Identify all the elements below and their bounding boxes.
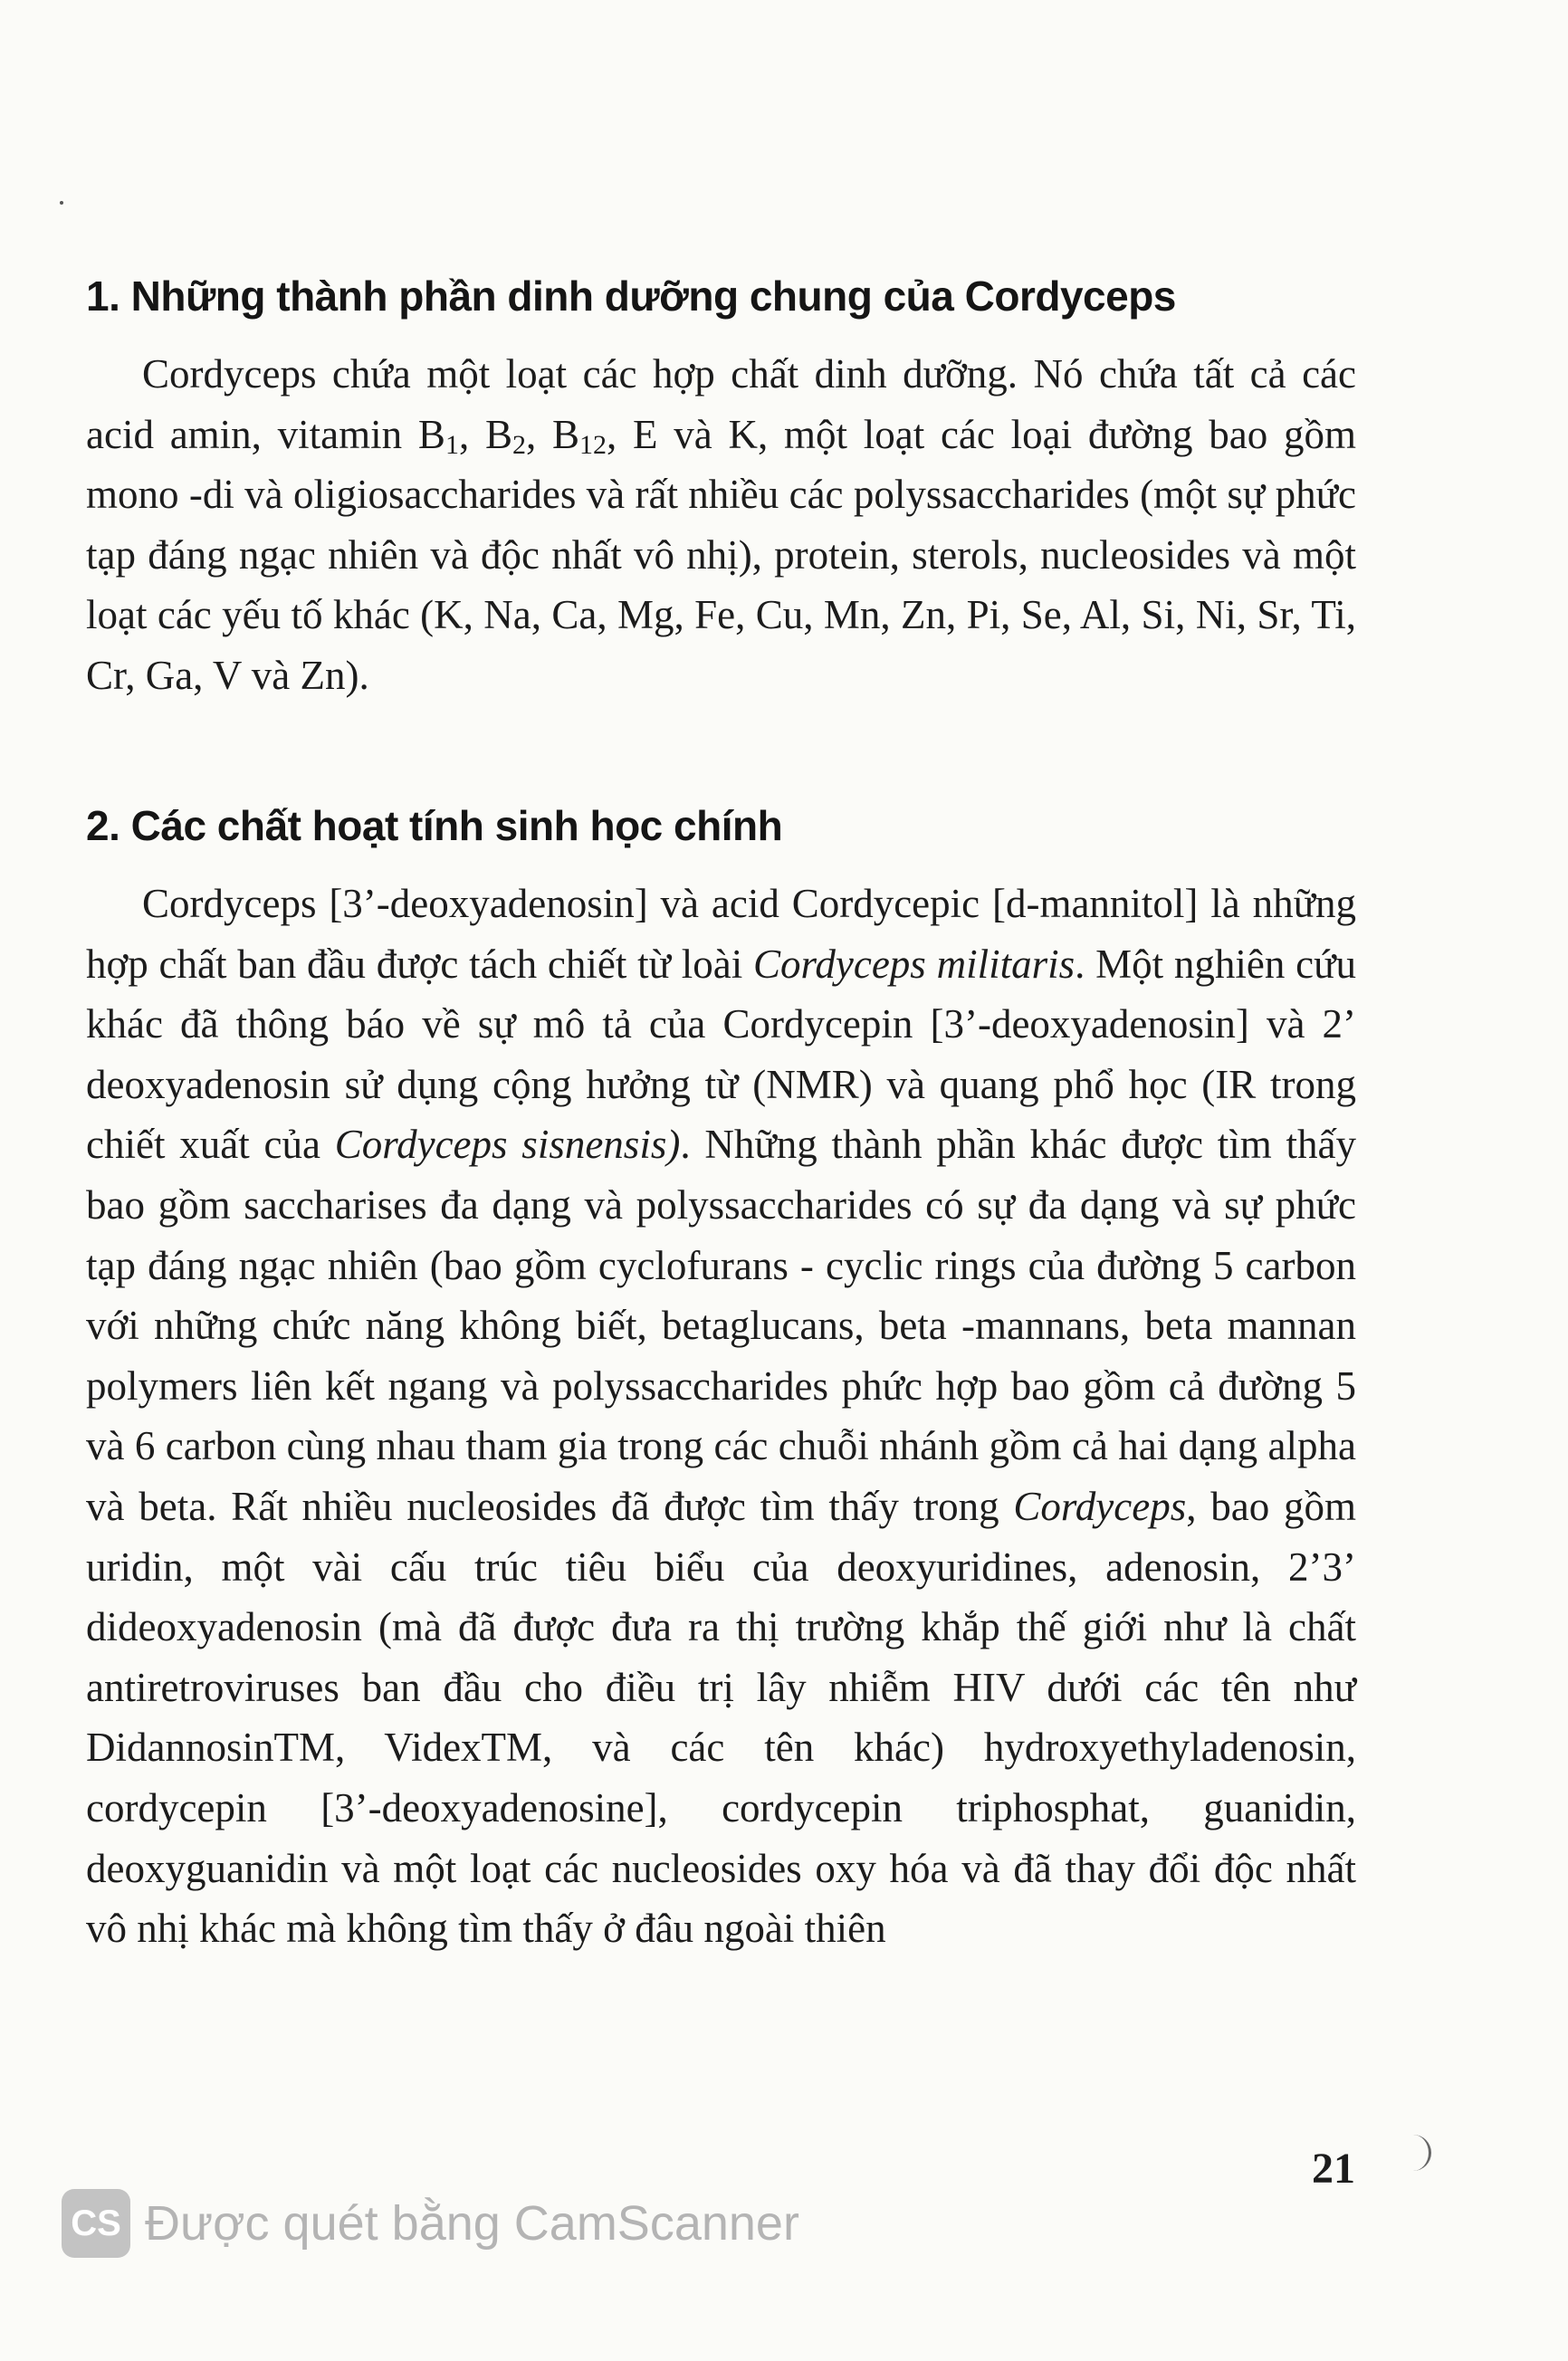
- scan-speck: [60, 201, 63, 205]
- text-run: , B: [525, 411, 579, 457]
- text-run: Cordyceps [3’-deoxyadenosin] và acid Cordycepic [d-mannitol] là những hợp chất ban đầu được tách chiết từ loài: [86, 881, 1356, 987]
- section-1-body: [86, 344, 1356, 706]
- text-run: . Một nghiên cứu khác đã thông báo về sự mô tả của Cordycepin [3’-deoxyadenosin] và 2’ deoxyadenosin sử dụng cộng hưởng từ (NMR) và quang phổ học (IR trong chiết xuất của: [86, 941, 1357, 1168]
- subscript: 1: [445, 429, 459, 460]
- subscript: 12: [579, 429, 607, 460]
- edge-mark: [1401, 2135, 1431, 2171]
- section-2-paragraph: [86, 874, 1356, 1959]
- watermark-text: Được quét bằng CamScanner: [145, 2196, 799, 2251]
- section-1-paragraph: [86, 344, 1356, 706]
- camscanner-watermark: [62, 2189, 799, 2258]
- species-name: Cordyceps sisnensis): [334, 1122, 681, 1168]
- text-run: Cordyceps chứa một loạt các hợp chất dinh dưỡng. Nó chứa tất cả các acid amin, vitamin B: [86, 351, 1356, 457]
- text-run: , bao gồm uridin, một vài cấu trúc tiêu biểu của deoxyuridines, adenosin, 2’3’ dideoxyadenosin (mà đã được đưa ra thị trường khắp thế giới như là chất antiretroviruses ban đầu cho điều trị lây nhiễm HIV dưới các tên như DidannosinTM, VidexTM, và các tên khác) hydroxyethyladenosin, cordycepin [3’-deoxyadenosine], cordycepin triphosphat, guanidin, deoxyguanidin và một loạt các nucleosides oxy hóa và đã thay đổi độc nhất vô nhị khác mà không tìm thấy ở đâu ngoài thiên: [86, 1483, 1356, 1952]
- species-name: Cordyceps: [1013, 1483, 1187, 1529]
- subscript: 2: [512, 429, 526, 460]
- text-run: , B: [458, 411, 512, 457]
- text-run: , E và K, một loạt các loại đường bao gồm mono -di và oligiosaccharides và rất nhiều các polyssaccharides (một sự phức tạp đáng ngạc nhiên và độc nhất vô nhị), protein, sterols, nucleosides và một loạt các yếu tố khác (K, Na, Ca, Mg, Fe, Cu, Mn, Zn, Pi, Se, Al, Si, Ni, Sr, Ti, Cr, Ga, V và Zn).: [86, 411, 1357, 698]
- page-number: 21: [1312, 2145, 1355, 2193]
- species-name: Cordyceps militaris: [753, 941, 1076, 987]
- camscanner-logo-icon: CS: [62, 2189, 130, 2258]
- text-run: . Những thành phần khác được tìm thấy bao gồm saccharises đa dạng và polyssaccharides có sự đa dạng và sự phức tạp đáng ngạc nhiên (bao gồm cyclofurans - cyclic rings của đường 5 carbon với những chức năng không biết, betaglucans, beta -mannans, beta mannan polymers liên kết ngang và polyssaccharides phức hợp bao gồm cả đường 5 và 6 carbon cùng nhau tham gia trong các chuỗi nhánh gồm cả hai dạng alpha và beta. Rất nhiều nucleosides đã được tìm thấy trong: [86, 1122, 1356, 1529]
- section-2-body: [86, 874, 1356, 1959]
- section-2-heading: 2. Các chất hoạt tính sinh học chính: [86, 802, 783, 849]
- section-1-heading: 1. Những thành phần dinh dưỡng chung của Cordyceps: [86, 272, 1176, 320]
